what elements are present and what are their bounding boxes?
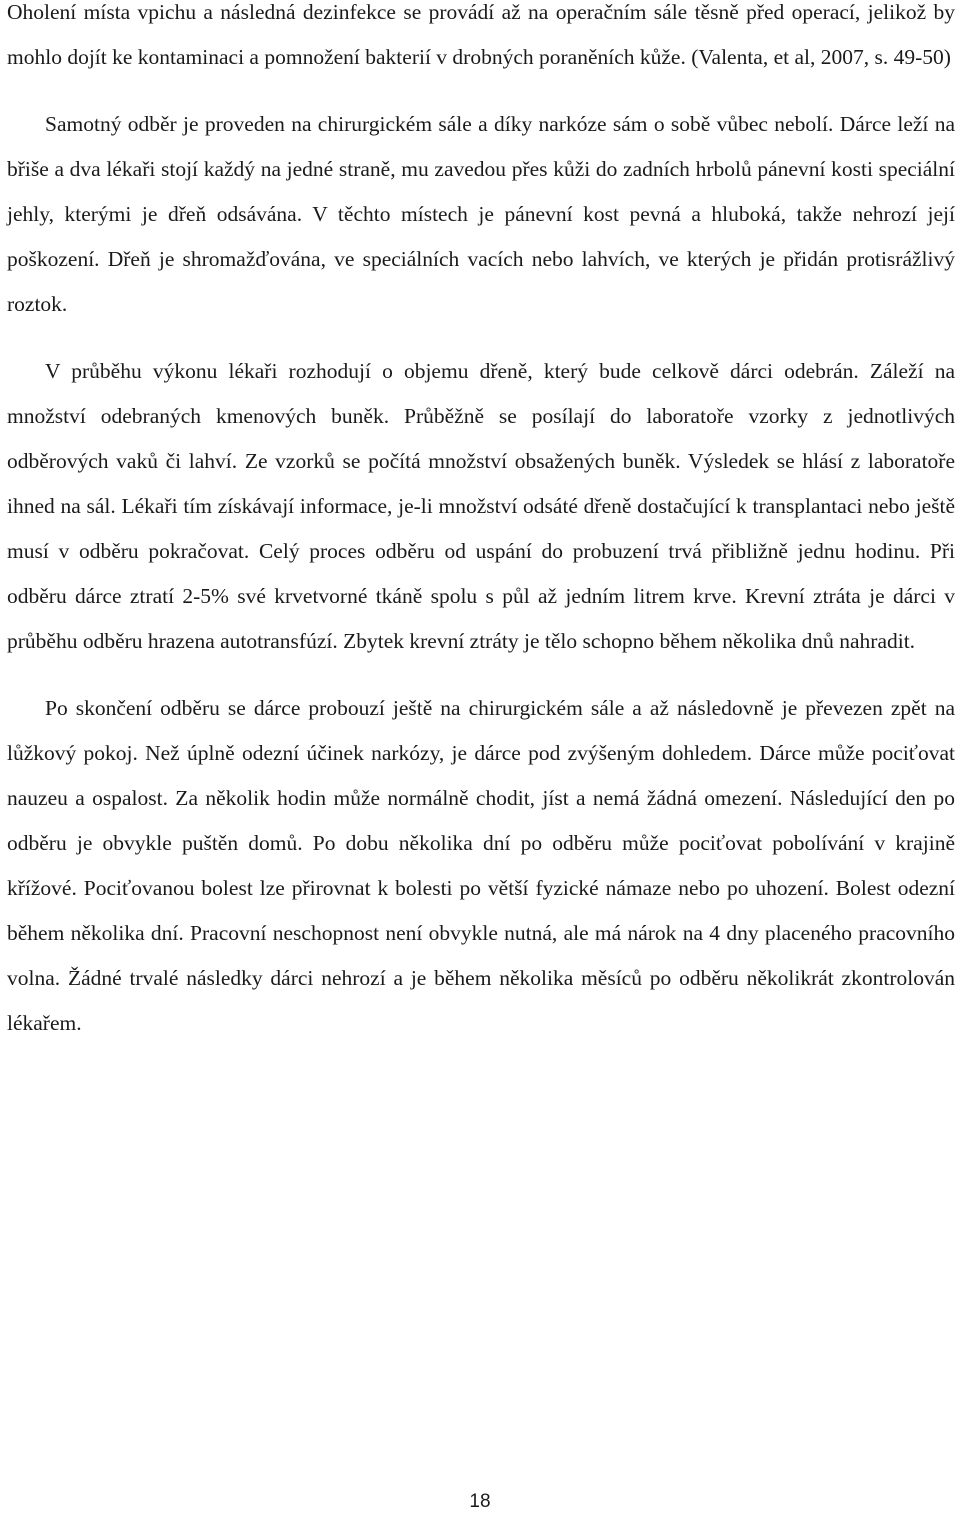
document-page bbox=[7, 0, 955, 1046]
paragraph-recovery: Po skončení odběru se dárce probouzí ještě na chirurgickém sále a až následovně je převezen zpět na lůžkový pokoj. Než úplně odezní účinek narkózy, je dárce pod zvýšeným dohledem. Dárce může pociťovat nauzeu a ospalost. Za několik hodin může normálně chodit, jíst a nemá žádná omezení. Následující den po odběru je obvykle puštěn domů. Po dobu několika dní po odběru může pociťovat pobolívání v krajině křížové. Pociťovanou bolest lze přirovnat k bolesti po větší fyzické námaze nebo po uhození. Bolest odezní během několika dní. Pracovní neschopnost není obvykle nutná, ale má nárok na 4 dny placeného pracovního volna. Žádné trvalé následky dárci nehrozí a je během několika měsíců po odběru několikrát zkontrolován lékařem. bbox=[7, 696, 955, 1035]
page-number: 18 bbox=[469, 1491, 491, 1512]
paragraph-volume: V průběhu výkonu lékaři rozhodují o objemu dřeně, který bude celkově dárci odebrán. Záleží na množství odebraných kmenových buněk. Průběžně se posílají do laboratoře vzorky z jednotlivých odběrových vaků či lahví. Ze vzorků se počítá množství obsažených buněk. Výsledek se hlásí z laboratoře ihned na sál. Lékaři tím získávají informace, je-li množství odsáté dřeně dostačující k transplantaci nebo ještě musí v odběru pokračovat. Celý proces odběru od uspání do probuzení trvá přibližně jednu hodinu. Při odběru dárce ztratí 2-5% své krvetvorné tkáně spolu s půl až jedním litrem krve. Krevní ztráta je dárci v průběhu odběru hrazena autotransfúzí. Zbytek krevní ztráty je tělo schopno během několika dnů nahradit. bbox=[7, 359, 955, 653]
paragraph-procedure: Samotný odběr je proveden na chirurgickém sále a díky narkóze sám o sobě vůbec nebolí. Dárce leží na břiše a dva lékaři stojí každý na jedné straně, mu zavedou přes kůži do zadních hrbolů pánevní kosti speciální jehly, kterými je dřeň odsávána. V těchto místech je pánevní kost pevná a hluboká, takže nehrozí její poškození. Dřeň je shromažďována, ve speciálních vacích nebo lahvích, ve kterých je přidán protisrážlivý roztok. bbox=[7, 112, 955, 316]
paragraph-disinfection: Oholení místa vpichu a následná dezinfekce se provádí až na operačním sále těsně před operací, jelikož by mohlo dojít ke kontaminaci a pomnožení bakterií v drobných poraněních kůže. (Valenta, et al, 2007, s. 49-50) bbox=[7, 0, 955, 69]
